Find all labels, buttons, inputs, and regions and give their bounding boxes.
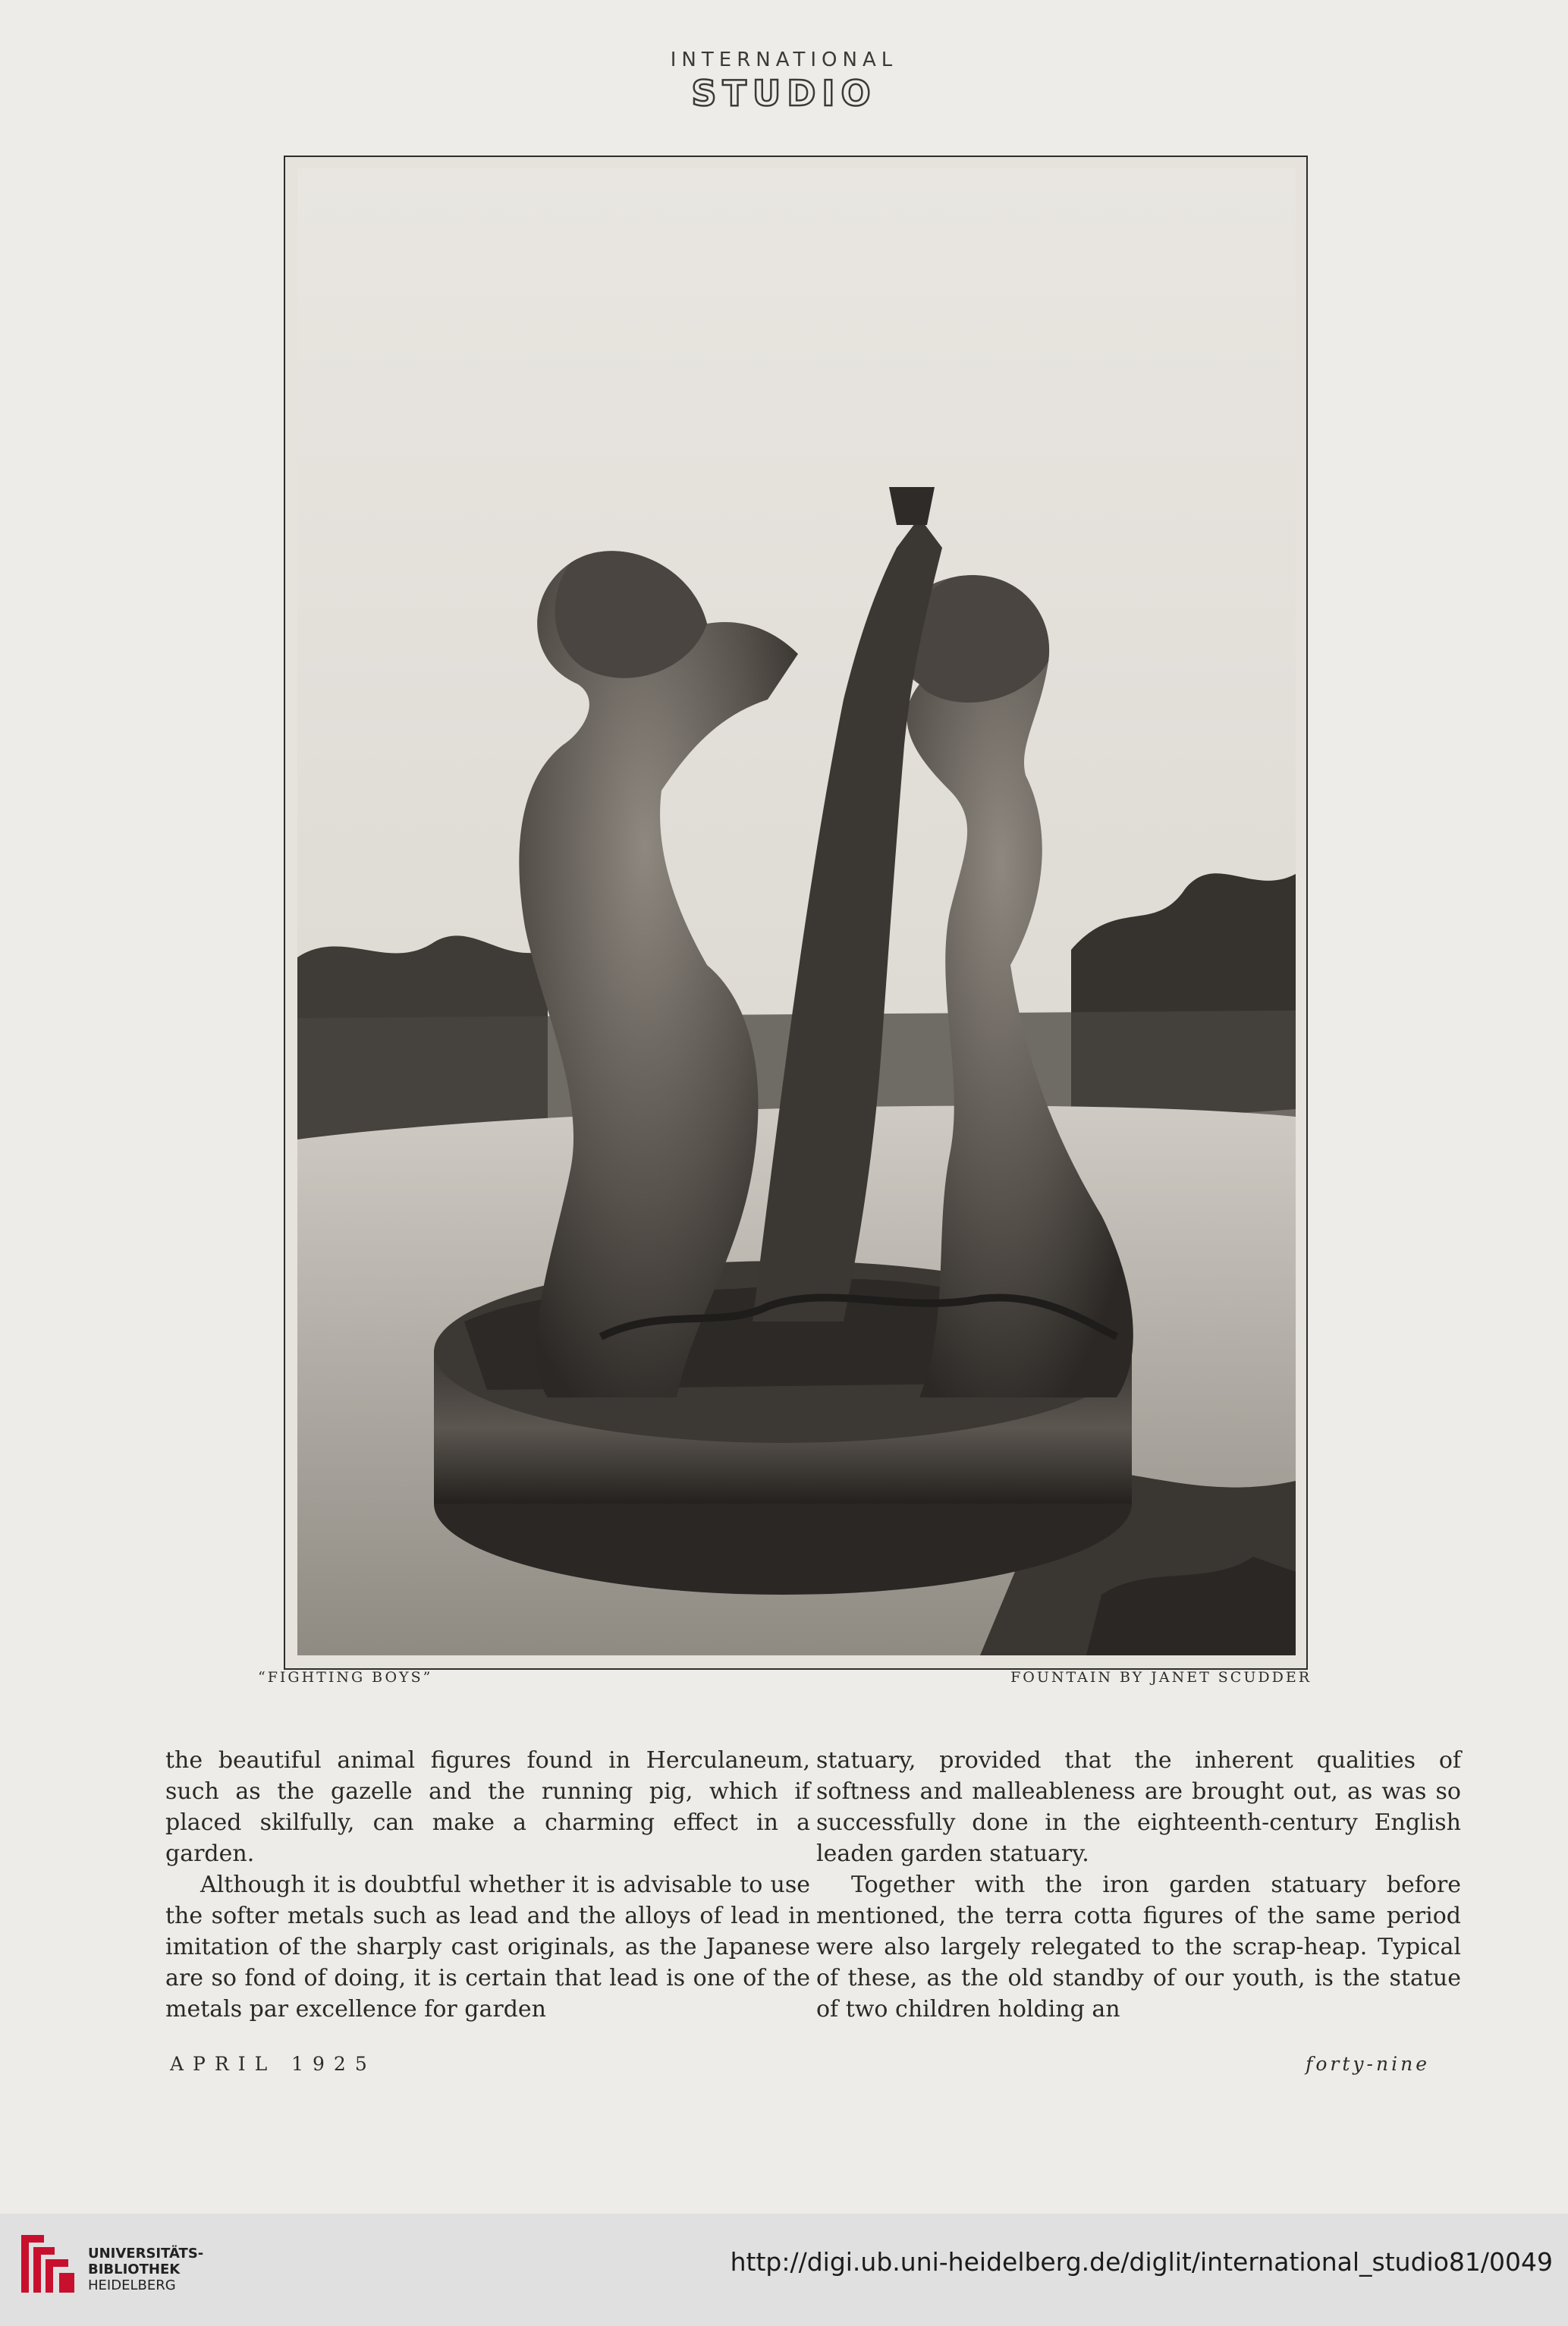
source-url-link[interactable]: http://digi.ub.uni-heidelberg.de/diglit/international_studio81/0049 [730, 2247, 1553, 2277]
library-name [88, 2246, 203, 2293]
page-number: forty-nine [1306, 2053, 1430, 2075]
library-name-line: UNIVERSITÄTS- [88, 2246, 204, 2262]
paragraph: Although it is doubtful whether it is advisable to use the softer metals such as lead and the alloys of lead in imitation of the sharply cast originals, as the Japanese are so fond of doing, it is certain that lead is one of the metals par excellence for garden [165, 1872, 810, 2023]
caption-credit: FOUNTAIN BY JANET SCUDDER [1010, 1669, 1312, 1686]
masthead [0, 49, 1568, 114]
paragraph: the beautiful animal figures found in Herculaneum, such as the gazelle and the running pig, which if placed skilfully, can make a charming effect in a garden. [165, 1747, 810, 1867]
paragraph: statuary, provided that the inherent qualities of softness and malleableness are brought out, as was so successfully done in the eighteenth-century English leaden garden statuary. [816, 1747, 1461, 1867]
caption-title: “FIGHTING BOYS” [258, 1669, 433, 1686]
library-name-line: BIBLIOTHEK [88, 2262, 181, 2277]
masthead-line-2: STUDIO [691, 73, 877, 114]
library-footer-bar [0, 2214, 1568, 2326]
text-column-right [816, 1745, 1461, 2025]
issue-date: APRIL 1925 [170, 2053, 376, 2075]
masthead-line-1: INTERNATIONAL [670, 49, 898, 71]
paragraph: Together with the iron garden statuary before mentioned, the terra cotta figures of the same period were also largely relegated to the scrap-heap. Typical of these, as the old standby of our youth, is the statue of two children holding an [816, 1872, 1461, 2023]
fountain-photograph [297, 168, 1296, 1655]
text-column-left [165, 1745, 810, 2025]
library-name-line: HEIDELBERG [88, 2277, 176, 2293]
university-library-logo-icon [14, 2229, 77, 2299]
